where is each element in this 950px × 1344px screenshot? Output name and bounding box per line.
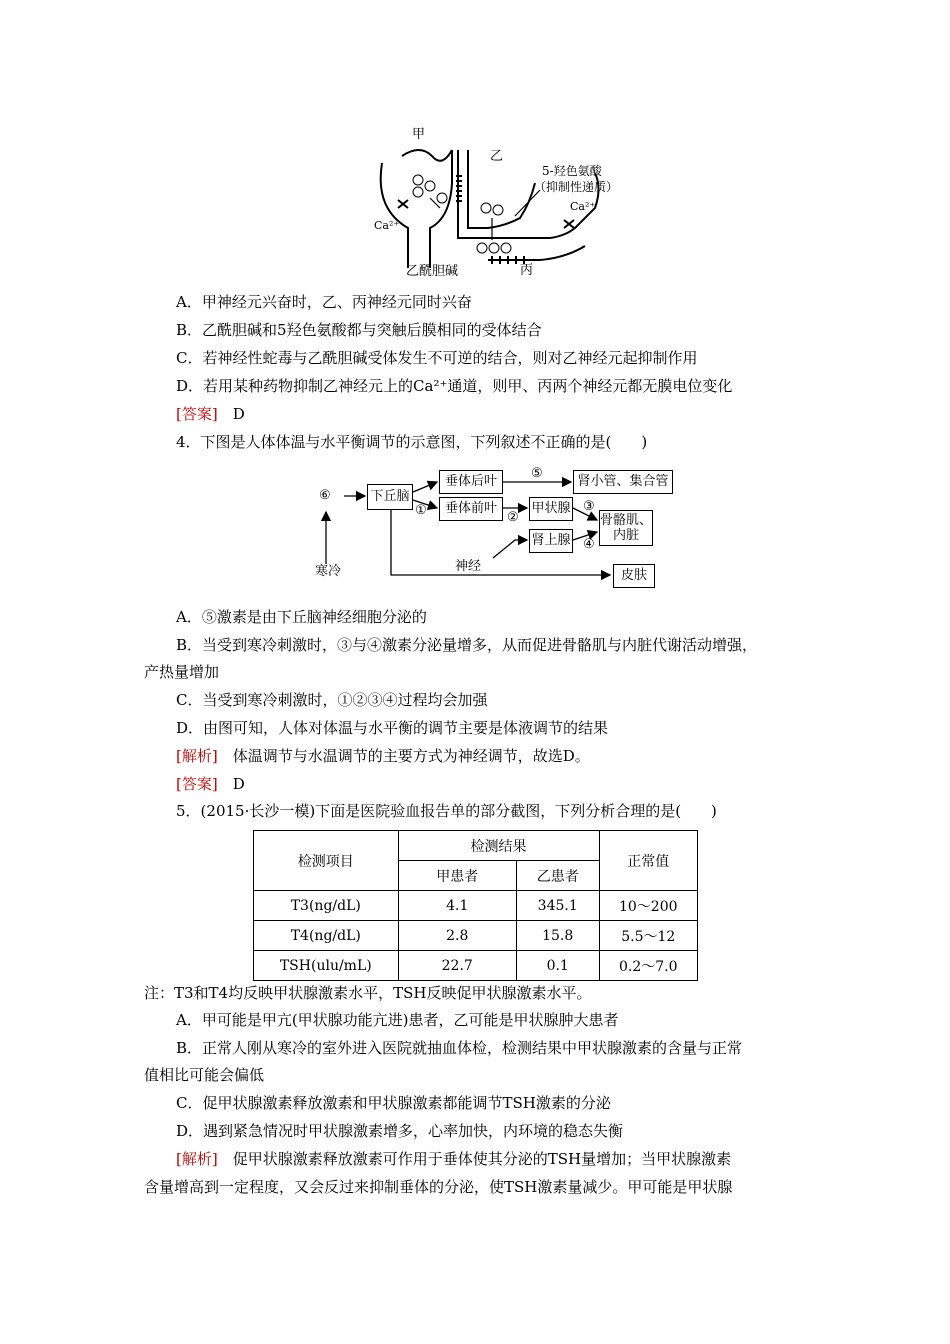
q5-option-d: D．遇到紧急情况时甲状腺激素增多，心率加快，内环境的稳态失衡 [176, 1122, 624, 1140]
q5-option-a: A．甲可能是甲亢(甲状腺功能亢进)患者，乙可能是甲状腺肿大患者 [176, 1011, 619, 1029]
q4-answer [176, 774, 245, 794]
label-acetylcholine: 乙酰胆碱 [406, 264, 459, 279]
cell-yi: 15.8 [516, 921, 599, 951]
regulation-figure [315, 462, 685, 592]
q5-stem: 5．(2015·长沙一模)下面是医院验血报告单的部分截图，下列分析合理的是( ) [176, 802, 717, 820]
cell-item: TSH(ulu/mL) [254, 951, 399, 981]
label-4: ④ [583, 537, 595, 552]
blood-test-table [253, 830, 698, 981]
q5-option-c: C．促甲状腺激素释放激素和甲状腺激素都能调节TSH激素的分泌 [176, 1094, 611, 1112]
q5-analysis-cont: 含量增高到一定程度，又会反过来抑制垂体的分泌，使TSH激素量减少。甲可能是甲状腺 [144, 1178, 733, 1196]
table-row [254, 921, 698, 951]
adrenal-box: 肾上腺 [529, 529, 573, 553]
kidney-tubule-box: 肾小管、集合管 [573, 470, 673, 494]
q4-option-b: B．当受到寒冷刺激时，③与④激素分泌量增多，从而促进骨骼肌与内脏代谢活动增强， [176, 636, 758, 654]
header-patient-jia: 甲患者 [398, 861, 516, 891]
cell-yi: 345.1 [516, 891, 599, 921]
muscle-line2: 内脏 [612, 528, 639, 543]
label-bing: 丙 [520, 263, 534, 278]
cell-jia: 4.1 [398, 891, 516, 921]
answer-tag: [答案] [176, 775, 218, 793]
answer-value: D [232, 405, 245, 423]
cell-jia: 2.8 [398, 921, 516, 951]
label-1: ① [415, 503, 427, 518]
q3-option-b: B．乙酰胆碱和5羟色氨酸都与突触后膜相同的受体结合 [176, 321, 542, 339]
cell-item: T4(ng/dL) [254, 921, 399, 951]
header-patient-yi: 乙患者 [516, 861, 599, 891]
label-nerve: 神经 [455, 559, 482, 574]
muscle-organ-box [599, 510, 653, 546]
q5-option-b-cont: 值相比可能会偏低 [144, 1066, 265, 1084]
label-ca-right: Ca²⁺ [570, 200, 596, 213]
cell-normal: 5.5～12 [599, 921, 697, 951]
label-ca-left: Ca²⁺ [374, 219, 400, 232]
q5-analysis [176, 1149, 731, 1169]
q4-option-a: A．⑤激素是由下丘脑神经细胞分泌的 [176, 608, 427, 626]
q5-option-b: B．正常人刚从寒冷的室外进入医院就抽血体检，检测结果中甲状腺激素的含量与正常 [176, 1039, 743, 1057]
analysis-tag: [解析] [176, 747, 218, 765]
answer-tag: [答案] [176, 405, 218, 423]
q5-note: 注：T3和T4均反映甲状腺激素水平，TSH反映促甲状腺激素水平。 [144, 984, 592, 1002]
muscle-line1: 骨骼肌、 [600, 513, 653, 528]
label-5ht: 5-羟色氨酸 [542, 164, 602, 178]
synapse-figure [370, 127, 619, 283]
cell-normal: 10～200 [599, 891, 697, 921]
posterior-pituitary-box: 垂体后叶 [439, 470, 503, 494]
header-item: 检测项目 [254, 831, 399, 891]
label-3: ③ [583, 499, 595, 514]
label-yi: 乙 [490, 149, 504, 164]
cell-yi: 0.1 [516, 951, 599, 981]
analysis-tag: [解析] [176, 1150, 218, 1168]
label-2: ② [507, 510, 519, 525]
cell-item: T3(ng/dL) [254, 891, 399, 921]
q4-stem: 4．下图是人体体温与水平衡调节的示意图，下列叙述不正确的是( ) [176, 433, 648, 451]
label-cold: 寒冷 [315, 564, 342, 579]
q3-answer [176, 404, 245, 424]
cell-jia: 22.7 [398, 951, 516, 981]
label-5: ⑤ [531, 466, 543, 481]
thyroid-box: 甲状腺 [529, 497, 573, 521]
analysis-text: 促甲状腺激素释放激素可作用于垂体使其分泌的TSH量增加；当甲状腺激素 [217, 1150, 732, 1168]
label-inhibitory: （抑制性递质） [534, 180, 619, 194]
analysis-text: 体温调节与水温调节的主要方式为神经调节，故选D。 [217, 747, 590, 765]
hypothalamus-box: 下丘脑 [367, 484, 413, 510]
q4-option-b-cont: 产热量增加 [144, 663, 220, 681]
q3-option-d: D．若用某种药物抑制乙神经元上的Ca²⁺通道，则甲、丙两个神经元都无膜电位变化 [176, 377, 733, 395]
anterior-pituitary-box: 垂体前叶 [439, 497, 503, 521]
table-row [254, 891, 698, 921]
skin-box: 皮肤 [613, 564, 655, 588]
q4-analysis [176, 746, 590, 766]
table-row [254, 951, 698, 981]
header-normal: 正常值 [599, 831, 697, 891]
header-result: 检测结果 [398, 831, 599, 861]
answer-value: D [232, 775, 245, 793]
q3-option-a: A．甲神经元兴奋时，乙、丙神经元同时兴奋 [176, 293, 472, 311]
label-jia: 甲 [412, 127, 426, 142]
q4-option-c: C．当受到寒冷刺激时，①②③④过程均会加强 [176, 691, 488, 709]
cell-normal: 0.2～7.0 [599, 951, 697, 981]
label-6: ⑥ [319, 488, 331, 503]
q3-option-c: C．若神经性蛇毒与乙酰胆碱受体发生不可逆的结合，则对乙神经元起抑制作用 [176, 349, 698, 367]
q4-option-d: D．由图可知，人体对体温与水平衡的调节主要是体液调节的结果 [176, 719, 609, 737]
